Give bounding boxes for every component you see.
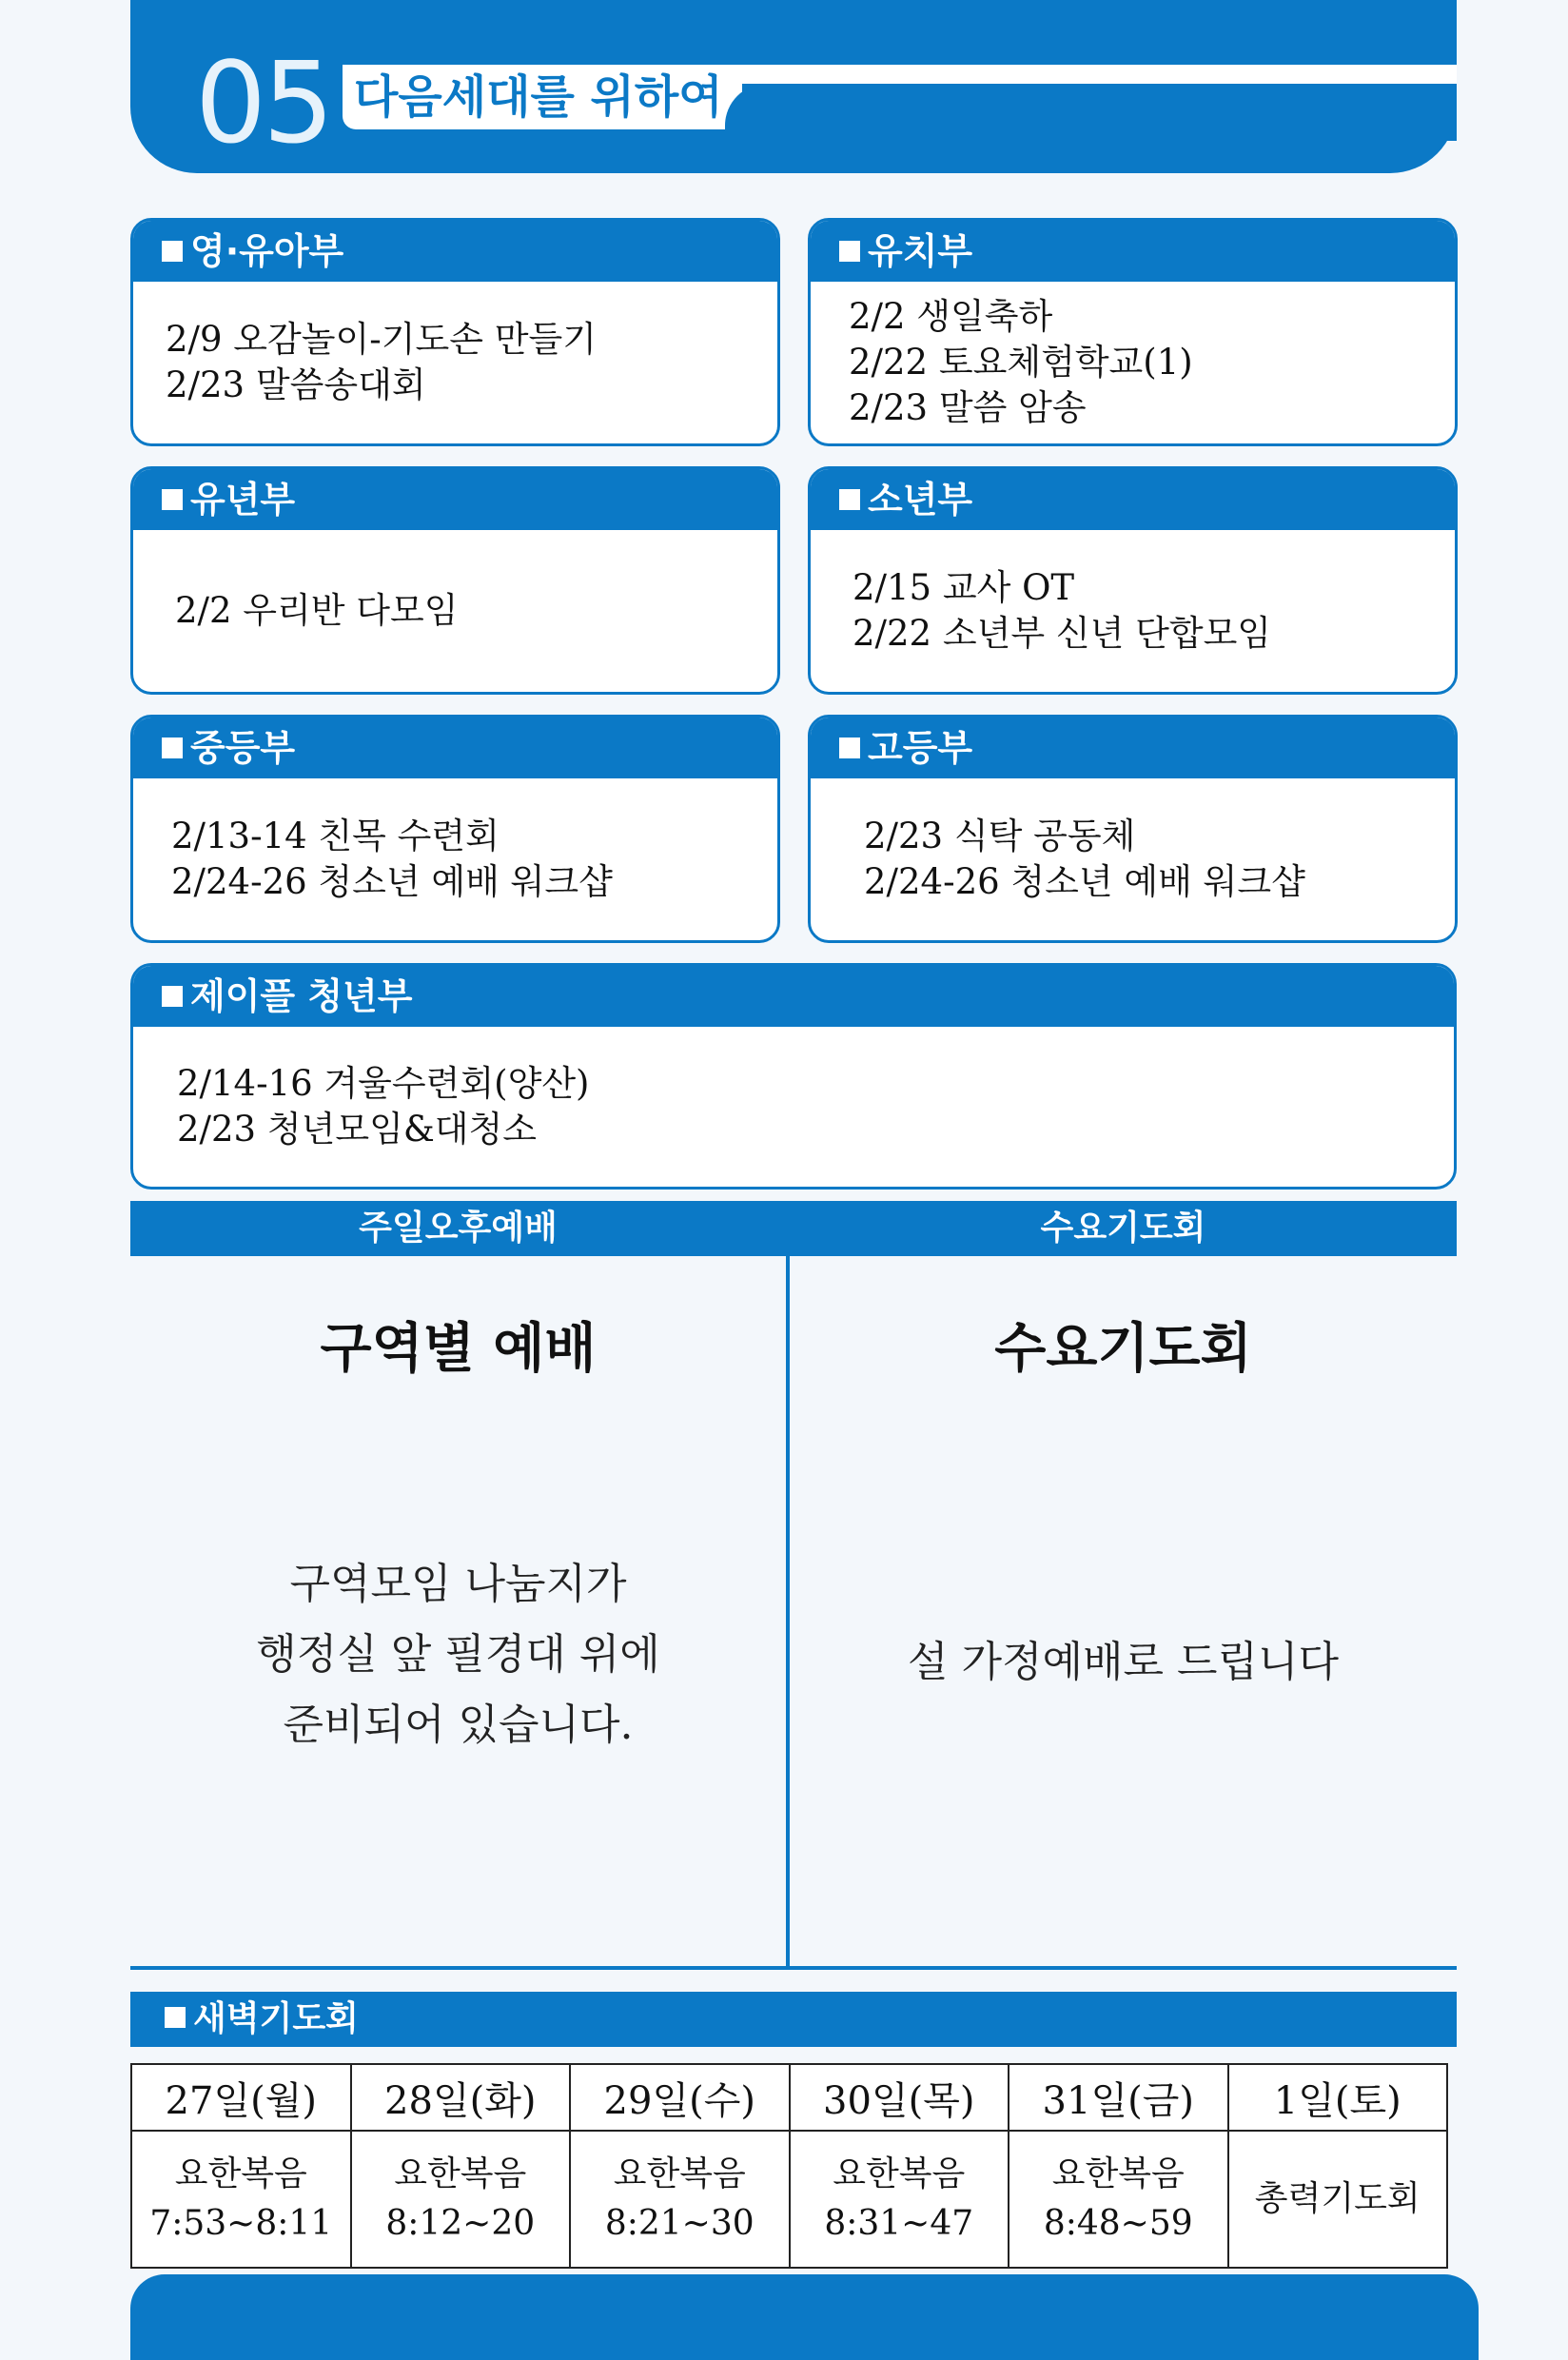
section-content bbox=[133, 530, 777, 692]
section-content bbox=[811, 282, 1455, 443]
passage-cell: 요한복음 7:53~8:11 bbox=[131, 2131, 351, 2268]
event-line: 2/23 말씀송대회 bbox=[166, 364, 426, 405]
day-cell: 31일(금) bbox=[1009, 2064, 1228, 2131]
section-header: 영·유아부 bbox=[133, 221, 777, 282]
header-accent bbox=[725, 84, 1457, 141]
event-line: 2/9 오감놀이-기도손 만들기 bbox=[166, 319, 597, 360]
square-bullet-icon bbox=[165, 2007, 186, 2028]
day-cell: 27일(월) bbox=[131, 2064, 351, 2131]
square-bullet-icon bbox=[162, 738, 183, 758]
passage-cell: 요한복음 8:48~59 bbox=[1009, 2131, 1228, 2268]
section-header: 고등부 bbox=[811, 718, 1455, 778]
square-bullet-icon bbox=[162, 489, 183, 510]
event-line: 2/24-26 청소년 예배 워크샵 bbox=[864, 861, 1305, 902]
sunday-service-header: 주일오후예배 bbox=[130, 1201, 786, 1256]
section-content bbox=[133, 778, 777, 940]
wednesday-service-note: 설 가정예배로 드립니다 bbox=[907, 1638, 1339, 1686]
dawn-prayer-header: 새벽기도회 bbox=[130, 1992, 1457, 2047]
section-number: 05 bbox=[195, 37, 331, 168]
event-line: 2/13-14 친목 수련회 bbox=[171, 816, 500, 856]
event-line: 2/14-16 겨울수련회(양산) bbox=[177, 1063, 590, 1104]
wednesday-service-title: 수요기도회 bbox=[994, 1318, 1252, 1380]
event-line: 2/24-26 청소년 예배 워크샵 bbox=[171, 861, 613, 902]
section-kindergarten bbox=[808, 218, 1458, 446]
section-content bbox=[133, 1027, 1454, 1187]
square-bullet-icon bbox=[839, 489, 860, 510]
column-bottom-line bbox=[130, 1966, 1457, 1970]
sunday-service-note: 구역모임 나눔지가 행정실 앞 필경대 위에 준비되어 있습니다. bbox=[256, 1560, 660, 1749]
event-line: 2/23 청년모임&대청소 bbox=[177, 1109, 537, 1150]
dawn-prayer-table bbox=[130, 2063, 1448, 2269]
day-cell: 29일(수) bbox=[570, 2064, 790, 2131]
section-infant bbox=[130, 218, 780, 446]
wednesday-service-header: 수요기도회 bbox=[790, 1201, 1457, 1256]
event-line: 2/22 소년부 신년 단합모임 bbox=[853, 613, 1272, 654]
day-cell: 30일(목) bbox=[790, 2064, 1009, 2131]
section-high-school bbox=[808, 715, 1458, 943]
passage-cell: 총력기도회 bbox=[1228, 2131, 1448, 2268]
event-line: 2/15 교사 OT bbox=[853, 567, 1075, 608]
section-header: 유치부 bbox=[811, 221, 1455, 282]
section-youth bbox=[808, 466, 1458, 695]
event-line: 2/23 식탁 공동체 bbox=[864, 816, 1136, 856]
event-line: 2/23 말씀 암송 bbox=[849, 387, 1087, 428]
section-header: 제이플 청년부 bbox=[133, 966, 1454, 1027]
section-content bbox=[811, 530, 1455, 692]
square-bullet-icon bbox=[839, 241, 860, 262]
event-line: 2/2 우리반 다모임 bbox=[175, 590, 459, 631]
section-content bbox=[133, 282, 777, 443]
sunday-service-title: 구역별 예배 bbox=[320, 1318, 597, 1380]
footer-bar bbox=[130, 2274, 1479, 2360]
section-middle-school bbox=[130, 715, 780, 943]
section-header: 중등부 bbox=[133, 718, 777, 778]
page-title: 다음세대를 위하여 bbox=[354, 70, 723, 124]
event-line: 2/22 토요체험학교(1) bbox=[849, 342, 1193, 383]
section-content bbox=[811, 778, 1455, 940]
square-bullet-icon bbox=[839, 738, 860, 758]
passage-cell: 요한복음 8:12~20 bbox=[351, 2131, 571, 2268]
square-bullet-icon bbox=[162, 241, 183, 262]
day-cell: 28일(화) bbox=[351, 2064, 571, 2131]
passage-cell: 요한복음 8:31~47 bbox=[790, 2131, 1009, 2268]
event-line: 2/2 생일축하 bbox=[849, 296, 1053, 337]
section-header: 소년부 bbox=[811, 469, 1455, 530]
section-young-adults bbox=[130, 963, 1457, 1190]
section-children bbox=[130, 466, 780, 695]
passage-cell: 요한복음 8:21~30 bbox=[570, 2131, 790, 2268]
table-row bbox=[131, 2064, 1447, 2131]
square-bullet-icon bbox=[162, 986, 183, 1007]
table-row bbox=[131, 2131, 1447, 2268]
section-header: 유년부 bbox=[133, 469, 777, 530]
day-cell: 1일(토) bbox=[1228, 2064, 1448, 2131]
